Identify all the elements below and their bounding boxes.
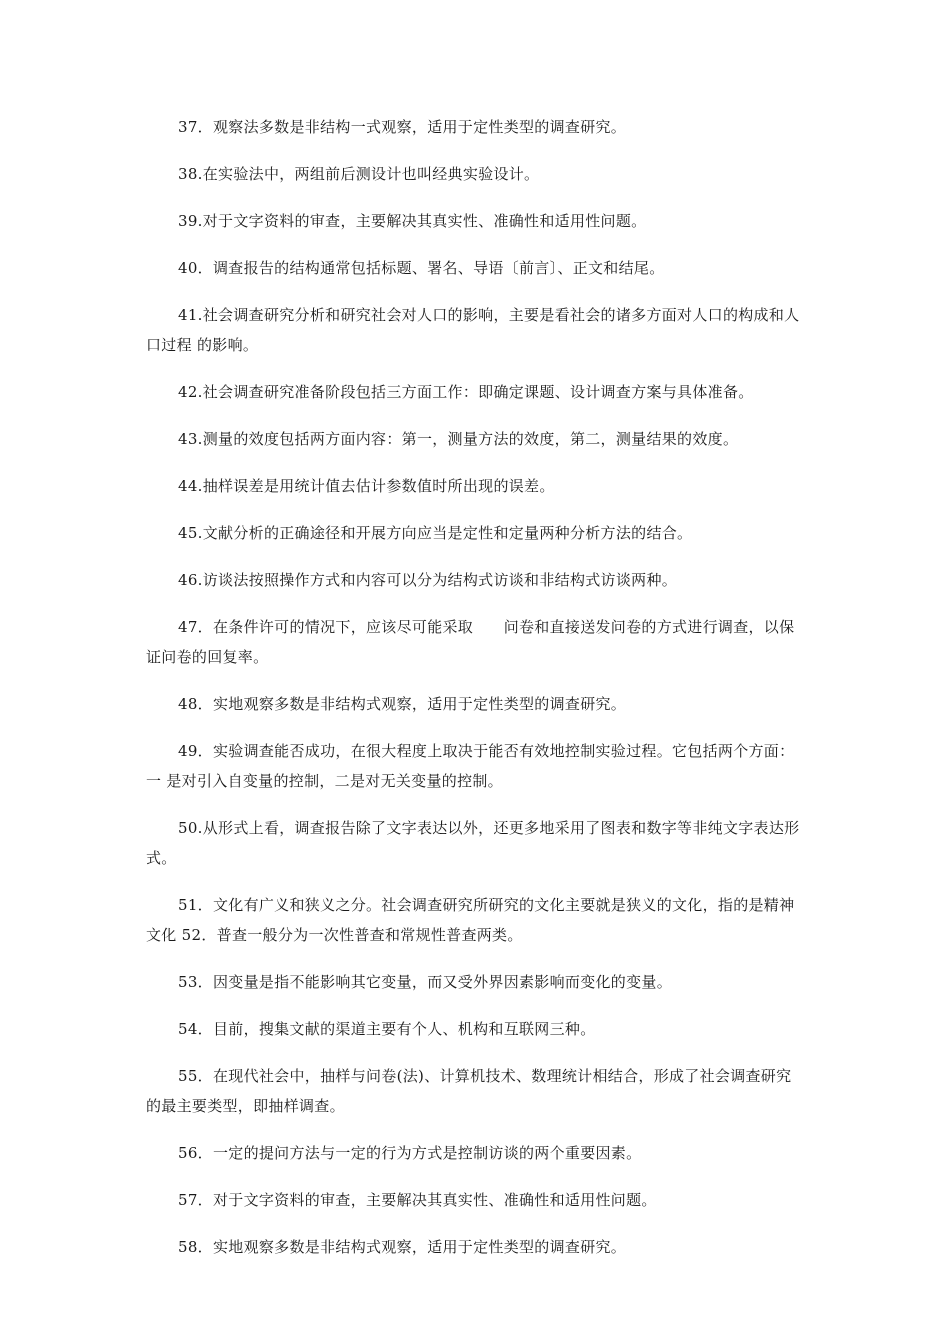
document-body bbox=[146, 112, 802, 1279]
paragraph-42: 42.社会调查研究准备阶段包括三方面工作：即确定课题、设计调查方案与具体准备。 bbox=[178, 383, 754, 401]
paragraph-57: 57．对于文字资料的审查，主要解决其真实性、准确性和适用性问题。 bbox=[178, 1191, 657, 1209]
paragraph-51-52: 51．文化有广义和狭义之分。社会调查研究所研究的文化主要就是狭义的文化，指的是精神文化 52．普查一般分为一次性普查和常规性普查两类。 bbox=[146, 896, 795, 944]
paragraph-38: 38.在实验法中，两组前后测设计也叫经典实验设计。 bbox=[178, 165, 540, 183]
paragraph-49: 49．实验调查能否成功，在很大程度上取决于能否有效地控制实验过程。它包括两个方面：一 是对引入自变量的控制，二是对无关变量的控制。 bbox=[146, 742, 795, 790]
paragraph-50: 50.从形式上看，调查报告除了文字表达以外，还更多地采用了图表和数字等非纯文字表达形式。 bbox=[146, 819, 800, 867]
paragraph-53: 53．因变量是指不能影响其它变量，而又受外界因素影响而变化的变量。 bbox=[178, 973, 672, 991]
paragraph-39: 39.对于文字资料的审查，主要解决其真实性、准确性和适用性问题。 bbox=[178, 212, 647, 230]
paragraph-43: 43.测量的效度包括两方面内容：第一，测量方法的效度，第二，测量结果的效度。 bbox=[178, 430, 739, 448]
paragraph-37: 37．观察法多数是非结构一式观察，适用于定性类型的调查研究。 bbox=[178, 118, 627, 136]
paragraph-54: 54．目前，搜集文献的渠道主要有个人、机构和互联网三种。 bbox=[178, 1020, 596, 1038]
paragraph-56: 56．一定的提问方法与一定的行为方式是控制访谈的两个重要因素。 bbox=[178, 1144, 642, 1162]
paragraph-44: 44.抽样误差是用统计值去估计参数值时所出现的误差。 bbox=[178, 477, 555, 495]
paragraph-47: 47．在条件许可的情况下，应该尽可能采取 问卷和直接送发问卷的方式进行调查，以保证问卷的回复率。 bbox=[146, 618, 795, 666]
paragraph-41: 41.社会调查研究分析和研究社会对人口的影响，主要是看社会的诸多方面对人口的构成和人口过程 的影响。 bbox=[146, 306, 800, 354]
paragraph-46: 46.访谈法按照操作方式和内容可以分为结构式访谈和非结构式访谈两种。 bbox=[178, 571, 678, 589]
paragraph-40: 40．调查报告的结构通常包括标题、署名、导语〔前言〕、正文和结尾。 bbox=[178, 259, 665, 277]
paragraph-45: 45.文献分析的正确途径和开展方向应当是定性和定量两种分析方法的结合。 bbox=[178, 524, 693, 542]
paragraph-55: 55．在现代社会中，抽样与问卷(法)、计算机技术、数理统计相结合，形成了社会调查研究的最主要类型，即抽样调查。 bbox=[146, 1067, 792, 1115]
paragraph-58: 58．实地观察多数是非结构式观察，适用于定性类型的调查研究。 bbox=[178, 1238, 627, 1256]
paragraph-48: 48．实地观察多数是非结构式观察，适用于定性类型的调查研究。 bbox=[178, 695, 627, 713]
